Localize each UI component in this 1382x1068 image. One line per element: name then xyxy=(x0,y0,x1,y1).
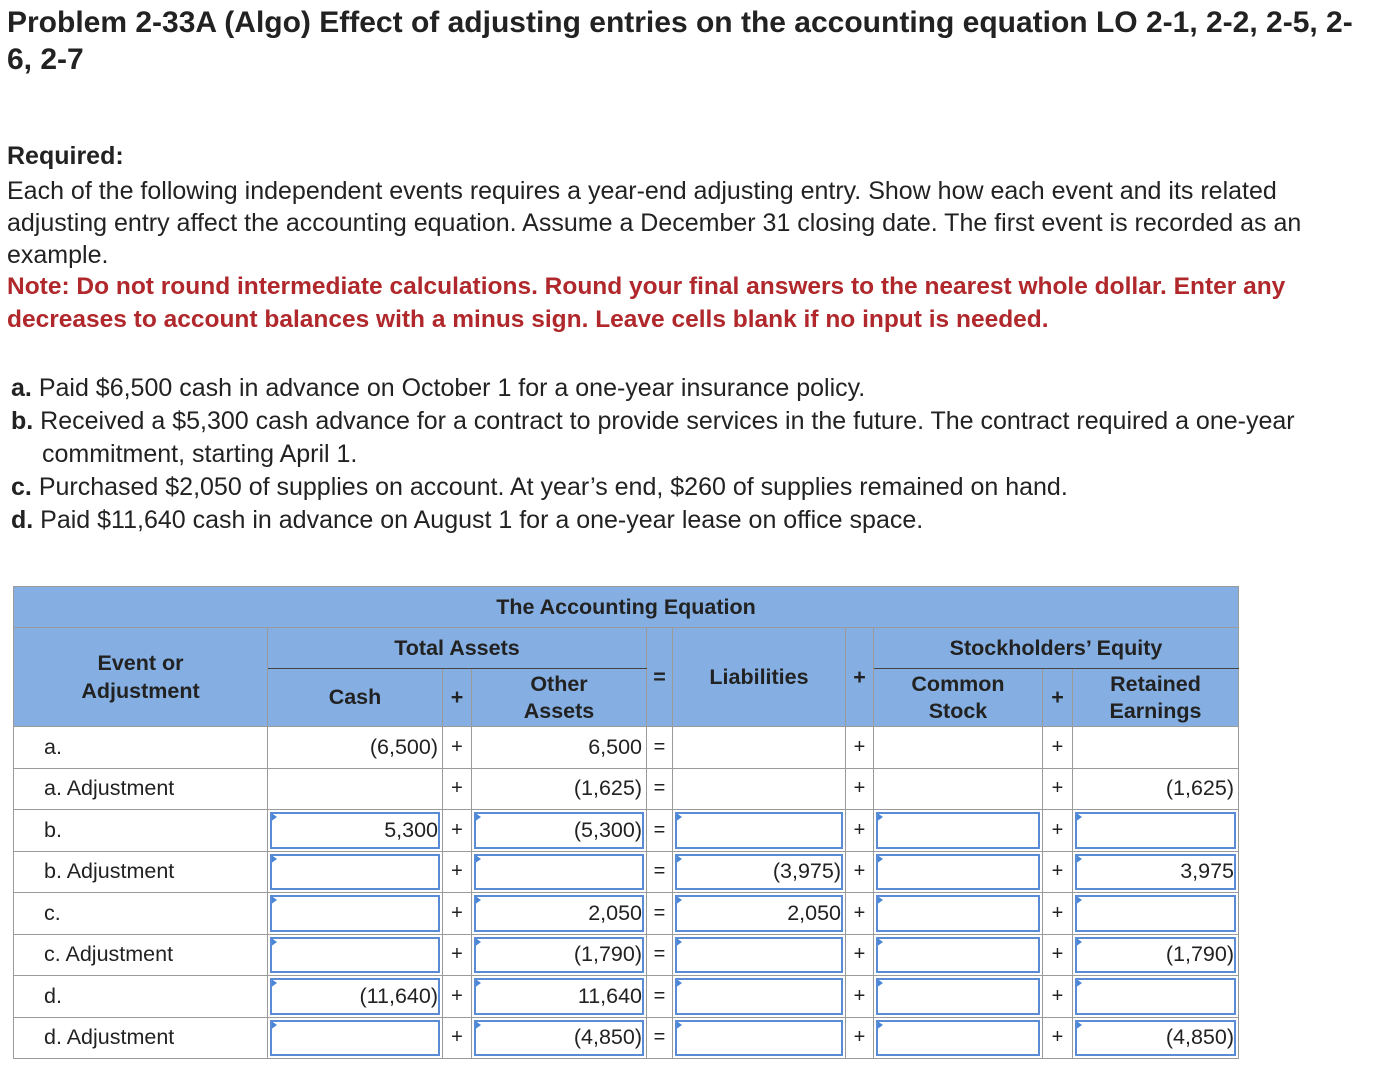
common-stock-cell[interactable] xyxy=(874,810,1043,852)
liabilities-cell[interactable] xyxy=(673,934,846,976)
other-assets-cell xyxy=(472,768,647,810)
plus-header: + xyxy=(443,669,472,727)
retained-earnings-cell[interactable] xyxy=(1073,810,1239,852)
retained-earnings-cell[interactable] xyxy=(1073,893,1239,935)
row-label-value: d. Adjustment xyxy=(44,1025,175,1050)
cash-cell[interactable] xyxy=(268,893,443,935)
equals-sign-value: = xyxy=(653,943,666,966)
plus-sign xyxy=(846,976,874,1018)
events-list xyxy=(11,372,1376,537)
plus-sign-value: + xyxy=(853,735,866,758)
plus-sign-value: + xyxy=(1051,943,1064,966)
retained-earnings-cell[interactable] xyxy=(1073,1017,1239,1059)
common-stock-cell xyxy=(874,727,1043,769)
row-label-value: a. xyxy=(44,734,62,759)
required-instructions: Each of the following independent events requires a year-end adjusting entry. Show how each event and its related adjusting entry affect the accounting equation. Assume a December 31 closing date. The first event is recorded as an example. xyxy=(7,177,1302,269)
cash-cell-value: (6,500) xyxy=(369,734,438,759)
other-assets-cell xyxy=(472,727,647,769)
other-assets-label: Other Assets xyxy=(523,671,595,723)
event-key: a. xyxy=(11,374,32,402)
plus-sign xyxy=(1043,934,1073,976)
common-stock-cell[interactable] xyxy=(874,976,1043,1018)
retained-earnings-cell-value: 3,975 xyxy=(1180,859,1234,884)
plus-sign-value: + xyxy=(451,735,463,758)
plus-sign-value: + xyxy=(853,777,866,800)
common-stock-cell[interactable] xyxy=(874,1017,1043,1059)
plus-sign-value: + xyxy=(451,984,463,1007)
event-header xyxy=(14,628,268,727)
event-key: b. xyxy=(11,407,34,435)
plus-sign xyxy=(443,727,472,769)
event-text: Received a $5,300 cash advance for a contract to provide services in the future. The contract required a one-year commitment, starting April 1. xyxy=(40,407,1295,468)
note-instructions: Note: Do not round intermediate calculations. Round your final answers to the nearest whole dollar. Enter any decreases to account balances with a minus sign. Leave cells blank if no input is needed. xyxy=(7,273,1286,333)
retained-earnings-cell xyxy=(1073,727,1239,769)
row-label xyxy=(14,976,268,1018)
plus-sign-value: + xyxy=(853,984,866,1007)
liabilities-cell[interactable] xyxy=(673,893,846,935)
plus-sign-value: + xyxy=(451,818,463,841)
liabilities-cell[interactable] xyxy=(673,1017,846,1059)
equals-sign-value: = xyxy=(653,860,666,883)
row-label xyxy=(14,851,268,893)
row-label xyxy=(14,810,268,852)
plus-header: + xyxy=(1043,669,1073,727)
row-label-value: b. xyxy=(44,817,62,842)
other-assets-cell-value: 11,640 xyxy=(577,983,642,1008)
equals-sign xyxy=(647,727,673,769)
equals-sign xyxy=(647,768,673,810)
plus-sign xyxy=(443,768,472,810)
other-assets-cell-value: (1,625) xyxy=(573,776,642,801)
table-row xyxy=(14,1017,1239,1059)
cash-cell[interactable] xyxy=(268,851,443,893)
event-header-label: Event or Adjustment xyxy=(81,651,200,703)
row-label-value: c. xyxy=(44,900,61,925)
plus-sign-value: + xyxy=(451,777,463,800)
plus-sign xyxy=(443,851,472,893)
liabilities-cell[interactable] xyxy=(673,810,846,852)
liabilities-cell xyxy=(673,727,846,769)
other-assets-cell[interactable] xyxy=(472,851,647,893)
plus-sign-value: + xyxy=(1051,1026,1064,1049)
total-assets-header: Total Assets xyxy=(268,628,647,669)
common-stock-label: Common Stock xyxy=(911,671,1005,723)
plus-sign-value: + xyxy=(853,818,866,841)
plus-sign xyxy=(443,976,472,1018)
equals-sign-value: = xyxy=(653,818,666,841)
plus-sign xyxy=(846,727,874,769)
event-text: Purchased $2,050 of supplies on account. At year’s end, $260 of supplies remained on hand. xyxy=(38,473,1068,501)
table-row xyxy=(14,976,1239,1018)
plus-sign xyxy=(846,810,874,852)
plus-sign-value: + xyxy=(853,943,866,966)
event-c xyxy=(11,471,1376,504)
common-stock-cell[interactable] xyxy=(874,893,1043,935)
liabilities-cell-value: 2,050 xyxy=(787,900,841,925)
plus-sign xyxy=(1043,1017,1073,1059)
retained-earnings-cell xyxy=(1073,768,1239,810)
retained-earnings-cell-value: (4,850) xyxy=(1165,1025,1234,1050)
table-row xyxy=(14,934,1239,976)
event-d xyxy=(11,504,1376,537)
plus-sign-value: + xyxy=(1051,860,1064,883)
event-key: c. xyxy=(11,473,32,501)
plus-sign-value: + xyxy=(1051,901,1064,924)
row-label-value: b. Adjustment xyxy=(44,859,175,884)
row-label xyxy=(14,727,268,769)
plus-sign xyxy=(846,934,874,976)
plus-sign-value: + xyxy=(451,901,463,924)
liabilities-cell[interactable] xyxy=(673,976,846,1018)
plus-sign xyxy=(443,810,472,852)
table-title: The Accounting Equation xyxy=(14,587,1239,628)
event-text: Paid $6,500 cash in advance on October 1 for a one-year insurance policy. xyxy=(38,374,866,402)
plus-sign xyxy=(443,893,472,935)
cash-cell[interactable] xyxy=(268,934,443,976)
equals-sign xyxy=(647,851,673,893)
table-row xyxy=(14,768,1239,810)
equals-header: = xyxy=(647,628,673,727)
liabilities-cell xyxy=(673,768,846,810)
equals-sign-value: = xyxy=(653,901,666,924)
plus-header: + xyxy=(846,628,874,727)
row-label-value: a. Adjustment xyxy=(44,776,175,801)
plus-sign-value: + xyxy=(853,901,866,924)
table-row xyxy=(14,727,1239,769)
other-assets-cell-value: 2,050 xyxy=(588,900,642,925)
other-assets-header xyxy=(472,669,647,727)
plus-sign-value: + xyxy=(1051,735,1064,758)
plus-sign-value: + xyxy=(1051,777,1064,800)
retained-earnings-cell-value: (1,625) xyxy=(1165,776,1234,801)
event-key: d. xyxy=(11,506,34,534)
plus-sign xyxy=(1043,851,1073,893)
common-stock-cell[interactable] xyxy=(874,851,1043,893)
event-b xyxy=(11,405,1376,471)
other-assets-cell[interactable] xyxy=(472,934,647,976)
row-label xyxy=(14,934,268,976)
event-a xyxy=(11,372,1376,405)
other-assets-cell[interactable] xyxy=(472,1017,647,1059)
other-assets-cell-value: 6,500 xyxy=(588,734,642,759)
cash-cell xyxy=(268,768,443,810)
cash-cell xyxy=(268,727,443,769)
plus-sign-value: + xyxy=(451,943,463,966)
retained-earnings-cell[interactable] xyxy=(1073,976,1239,1018)
row-label xyxy=(14,768,268,810)
other-assets-cell[interactable] xyxy=(472,976,647,1018)
common-stock-cell xyxy=(874,768,1043,810)
required-heading: Required: xyxy=(7,142,124,170)
retained-earnings-label: Retained Earnings xyxy=(1109,671,1202,723)
cash-cell[interactable] xyxy=(268,1017,443,1059)
plus-sign-value: + xyxy=(451,1026,463,1049)
other-assets-cell-value: (4,850) xyxy=(573,1025,642,1050)
plus-sign xyxy=(846,1017,874,1059)
plus-sign xyxy=(1043,768,1073,810)
cash-header: Cash xyxy=(268,669,443,727)
cash-cell[interactable] xyxy=(268,810,443,852)
retained-earnings-cell-value: (1,790) xyxy=(1165,942,1234,967)
plus-sign xyxy=(1043,810,1073,852)
plus-sign xyxy=(1043,893,1073,935)
equals-sign xyxy=(647,893,673,935)
plus-sign xyxy=(846,893,874,935)
row-label xyxy=(14,893,268,935)
row-label-value: c. Adjustment xyxy=(44,942,174,967)
plus-sign-value: + xyxy=(451,860,463,883)
equals-sign xyxy=(647,810,673,852)
other-assets-cell-value: (1,790) xyxy=(573,942,642,967)
table-row xyxy=(14,893,1239,935)
other-assets-cell[interactable] xyxy=(472,810,647,852)
plus-sign xyxy=(846,768,874,810)
plus-sign xyxy=(1043,727,1073,769)
problem-title: Problem 2-33A (Algo) Effect of adjusting entries on the accounting equation LO 2-1, 2-2, 2-5, 2-6, 2-7 xyxy=(7,6,1353,76)
liabilities-header: Liabilities xyxy=(673,628,846,727)
event-text: Paid $11,640 cash in advance on August 1 for a one-year lease on office space. xyxy=(40,506,924,534)
other-assets-cell[interactable] xyxy=(472,893,647,935)
plus-sign-value: + xyxy=(1051,818,1064,841)
equals-sign-value: = xyxy=(653,984,666,1007)
plus-sign-value: + xyxy=(853,1026,866,1049)
liabilities-cell[interactable] xyxy=(673,851,846,893)
cash-cell-value: (11,640) xyxy=(359,983,438,1008)
row-label-value: d. xyxy=(44,983,62,1008)
plus-sign xyxy=(443,1017,472,1059)
table-row xyxy=(14,851,1239,893)
cash-cell[interactable] xyxy=(268,976,443,1018)
common-stock-cell[interactable] xyxy=(874,934,1043,976)
liabilities-cell-value: (3,975) xyxy=(772,859,841,884)
other-assets-cell-value: (5,300) xyxy=(573,817,642,842)
equals-sign-value: = xyxy=(653,777,666,800)
equals-sign xyxy=(647,934,673,976)
table-row xyxy=(14,810,1239,852)
accounting-equation-table xyxy=(13,586,1239,1059)
retained-earnings-cell[interactable] xyxy=(1073,851,1239,893)
plus-sign xyxy=(1043,976,1073,1018)
retained-earnings-header xyxy=(1073,669,1239,727)
plus-sign-value: + xyxy=(1051,984,1064,1007)
equals-sign xyxy=(647,1017,673,1059)
cash-cell-value: 5,300 xyxy=(384,817,438,842)
stockholders-equity-header: Stockholders’ Equity xyxy=(874,628,1239,669)
equals-sign-value: = xyxy=(653,1026,666,1049)
plus-sign xyxy=(846,851,874,893)
equals-sign xyxy=(647,976,673,1018)
plus-sign xyxy=(443,934,472,976)
common-stock-header xyxy=(874,669,1043,727)
plus-sign-value: + xyxy=(853,860,866,883)
equals-sign-value: = xyxy=(653,735,666,758)
retained-earnings-cell[interactable] xyxy=(1073,934,1239,976)
row-label xyxy=(14,1017,268,1059)
